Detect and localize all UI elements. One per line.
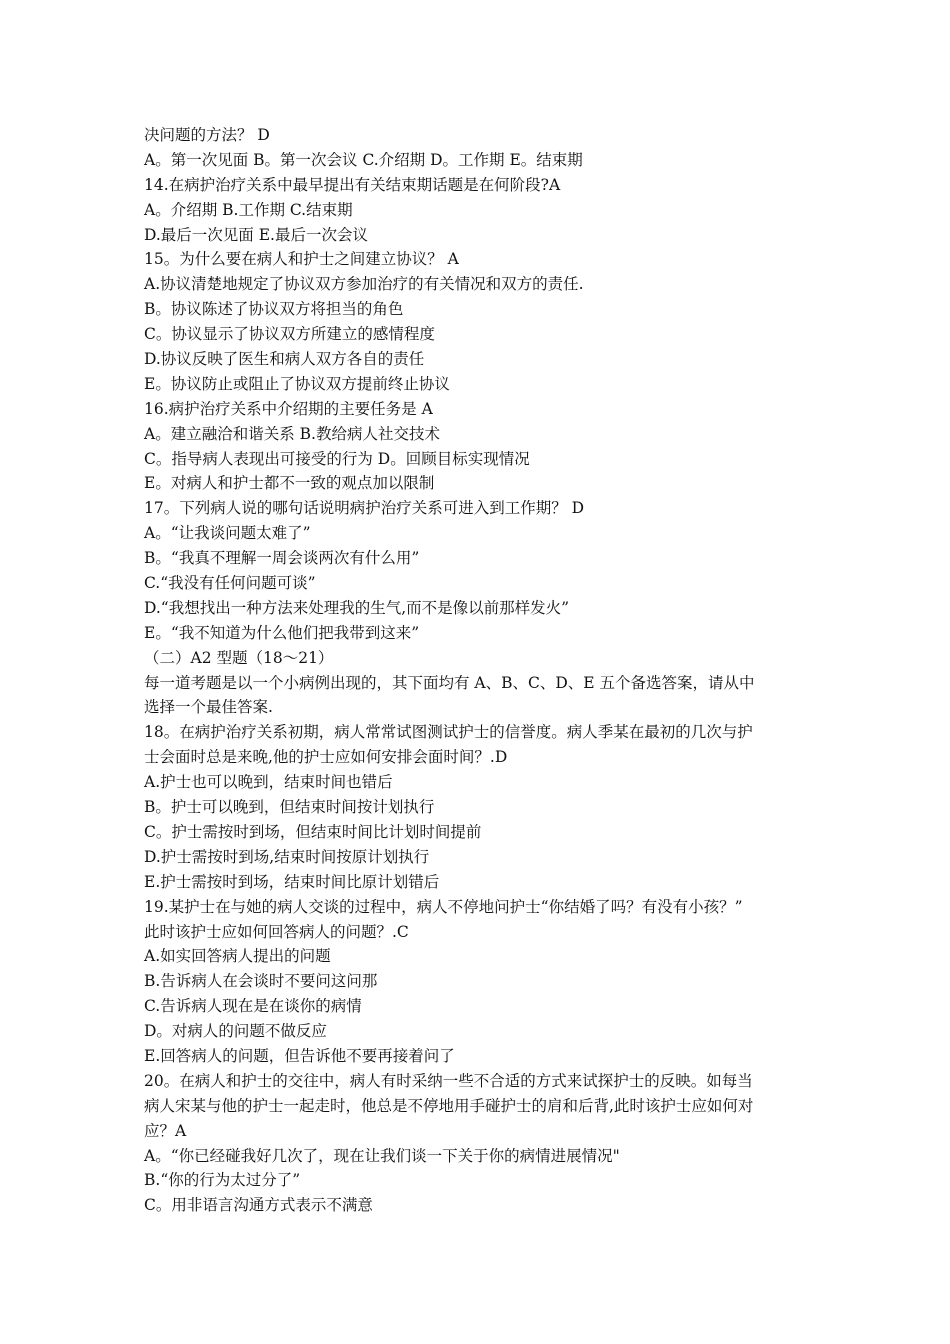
- text-line: E。“我不知道为什么他们把我带到这来”: [144, 623, 420, 642]
- text-line: D。对病人的问题不做反应: [144, 1022, 327, 1041]
- text-line: D.“我想找出一种方法来处理我的生气,而不是像以前那样发火”: [144, 598, 570, 617]
- text-line: 此时该护士应如何回答病人的问题？.C: [144, 922, 409, 941]
- text-line: A。第一次见面 B。第一次会议 C.介绍期 D。工作期 E。结束期: [144, 150, 583, 169]
- text-line: E。协议防止或阻止了协议双方提前终止协议: [144, 374, 450, 393]
- text-line: C。指导病人表现出可接受的行为 D。回顾目标实现情况: [144, 449, 530, 468]
- text-line: B.“你的行为太过分了”: [144, 1171, 301, 1190]
- text-line: 决问题的方法？ D: [144, 126, 270, 144]
- text-line: E.回答病人的问题，但告诉他不要再接着问了: [144, 1046, 455, 1065]
- text-line: D.协议反映了医生和病人双方各自的责任: [144, 350, 425, 369]
- text-line: C。用非语言沟通方式表示不满意: [144, 1196, 373, 1215]
- text-line: 16.病护治疗关系中介绍期的主要任务是 A: [144, 399, 433, 418]
- text-line: A.如实回答病人提出的问题: [144, 947, 331, 966]
- text-line: D.护士需按时到场,结束时间按原计划执行: [144, 847, 430, 866]
- text-line: C.“我没有任何问题可谈”: [144, 574, 316, 593]
- text-line: 17。下列病人说的哪句话说明病护治疗关系可进入到工作期？ D: [144, 499, 585, 518]
- text-line: 14.在病护治疗关系中最早提出有关结束期话题是在何阶段?A: [144, 175, 561, 194]
- text-line: B。护士可以晚到，但结束时间按计划执行: [144, 798, 435, 817]
- text-line: A。“你已经碰我好几次了，现在让我们谈一下关于你的病情进展情况": [144, 1146, 620, 1165]
- text-line: A。介绍期 B.工作期 C.结束期: [144, 200, 353, 219]
- text-line: 病人宋某与他的护士一起走时，他总是不停地用手碰护士的肩和后背,此时该护士应如何对: [144, 1096, 754, 1115]
- text-line: 19.某护士在与她的病人交谈的过程中，病人不停地问护士“你结婚了吗？有没有小孩？”: [144, 897, 743, 916]
- text-line: 15。为什么要在病人和护士之间建立协议？ A: [144, 250, 459, 269]
- text-line: C。协议显示了协议双方所建立的感情程度: [144, 325, 435, 344]
- text-line: 20。在病人和护士的交往中，病人有时采纳一些不合适的方式来试探护士的反映。如每当: [144, 1071, 753, 1090]
- text-line: 应？A: [144, 1121, 187, 1140]
- text-line: B。协议陈述了协议双方将担当的角色: [144, 300, 404, 319]
- text-line: A.护士也可以晚到，结束时间也错后: [144, 773, 393, 792]
- text-line: 18。在病护治疗关系初期，病人常常试图测试护士的信誉度。病人季某在最初的几次与护: [144, 723, 753, 742]
- text-line: B。“我真不理解一周会谈两次有什么用”: [144, 549, 420, 568]
- text-line: C。护士需按时到场，但结束时间比计划时间提前: [144, 822, 482, 841]
- text-line: A。“让我谈问题太难了”: [144, 524, 311, 543]
- text-line: 士会面时总是来晚,他的护士应如何安排会面时间？.D: [144, 748, 508, 767]
- section-heading: （二）A2 型题（18～21）: [144, 648, 334, 667]
- text-line: A。建立融洽和谐关系 B.教给病人社交技术: [144, 424, 440, 443]
- text-line: 选择一个最佳答案.: [144, 698, 273, 717]
- text-line: D.最后一次见面 E.最后一次会议: [144, 225, 368, 244]
- text-line: C.告诉病人现在是在谈你的病情: [144, 997, 362, 1016]
- document-body: [144, 123, 816, 1218]
- text-line: E。对病人和护士都不一致的观点加以限制: [144, 474, 435, 493]
- text-line: B.告诉病人在会谈时不要问这问那: [144, 972, 378, 991]
- text-line: E.护士需按时到场，结束时间比原计划错后: [144, 872, 440, 891]
- text-line: A.协议清楚地规定了协议双方参加治疗的有关情况和双方的责任.: [144, 275, 584, 294]
- text-line: 每一道考题是以一个小病例出现的，其下面均有 A、B、C、D、E 五个备选答案，请从中: [144, 673, 755, 692]
